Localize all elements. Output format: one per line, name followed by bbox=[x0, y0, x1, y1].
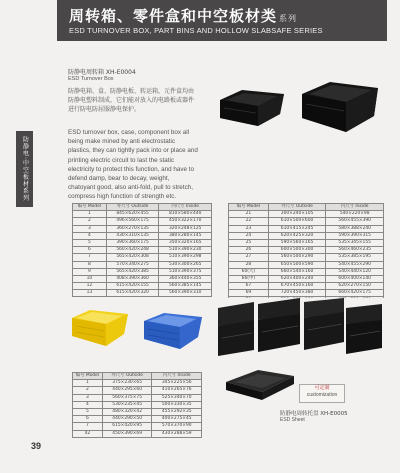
table-header-cell: 外尺寸 Outside bbox=[102, 373, 152, 380]
table-row bbox=[229, 239, 384, 246]
table-cell: 670×450×160 bbox=[268, 283, 326, 290]
table-cell: 660×420×175 bbox=[326, 290, 384, 297]
table-cell: 300×240×105 bbox=[268, 211, 326, 218]
table-cell: 345×225×56 bbox=[152, 380, 202, 387]
black-box-photo-large bbox=[296, 74, 382, 146]
table-cell: 380×280×145 bbox=[159, 232, 212, 239]
table-cell: 510×390×375 bbox=[159, 268, 212, 275]
table-cell: 600×500×300 bbox=[268, 247, 326, 254]
table-cell: 590×390×315 bbox=[326, 232, 384, 239]
yellow-box-photo bbox=[68, 304, 132, 354]
table-cell: 23 bbox=[229, 225, 269, 232]
table-cell: 6 bbox=[73, 416, 103, 423]
table-cell: 400×275×45 bbox=[152, 416, 202, 423]
table-cell: 525×340×70 bbox=[152, 394, 202, 401]
table-cell: 560×420×248 bbox=[106, 247, 159, 254]
table-cell: 560×455×390 bbox=[326, 218, 384, 225]
page-number: 39 bbox=[31, 441, 42, 451]
table-cell: 615×420×320 bbox=[106, 290, 159, 297]
table-cell: 1 bbox=[73, 380, 103, 387]
page-title bbox=[69, 5, 297, 26]
esd-sheet-photo bbox=[222, 362, 298, 406]
table-cell: 610×415×245 bbox=[268, 225, 326, 232]
blue-box-photo bbox=[140, 307, 206, 357]
table-row bbox=[229, 290, 384, 297]
table-cell: 69 bbox=[229, 290, 269, 297]
table-row bbox=[229, 283, 384, 290]
table-cell: 540×220×98 bbox=[326, 211, 384, 218]
table-cell: 615×420×155 bbox=[106, 283, 159, 290]
table-row bbox=[73, 430, 202, 437]
table-header-cell: 内尺寸 Inside bbox=[159, 204, 212, 211]
table-row bbox=[73, 423, 202, 430]
table-cell: 440×295×60 bbox=[102, 387, 152, 394]
table-cell: 540×440×120 bbox=[326, 268, 384, 275]
table-cell: 6 bbox=[73, 247, 107, 254]
table-cell: 560×500×290 bbox=[268, 254, 326, 261]
table-row bbox=[73, 239, 212, 246]
table-cell: 2 bbox=[73, 218, 107, 225]
table-row bbox=[73, 290, 212, 297]
table-cell: 27 bbox=[229, 254, 269, 261]
side-tab: 防静电·中空板材系列 bbox=[16, 131, 33, 207]
table-row bbox=[73, 268, 212, 275]
customization-badge bbox=[299, 384, 345, 403]
black-box-photo-small bbox=[214, 84, 288, 144]
table-cell: 28 bbox=[229, 261, 269, 268]
table-cell: 535×385×195 bbox=[326, 254, 384, 261]
table-row bbox=[229, 275, 384, 282]
table-cell: 60(大) bbox=[229, 268, 269, 275]
table-row bbox=[73, 401, 202, 408]
table-cell: 570×340×275 bbox=[106, 261, 159, 268]
table-row bbox=[73, 247, 212, 254]
table-cell: 560×460×235 bbox=[326, 247, 384, 254]
table-cell: 510×390×230 bbox=[159, 247, 212, 254]
table-header-cell: 外尺寸 Outside bbox=[268, 204, 326, 211]
table-cell: 610×500×600 bbox=[268, 218, 326, 225]
table-row bbox=[73, 218, 212, 225]
table-cell: 21 bbox=[229, 211, 269, 218]
table-cell: 560×390×310 bbox=[159, 290, 212, 297]
table-cell: 496×560×175 bbox=[106, 218, 159, 225]
table-cell: 600×400×140 bbox=[326, 275, 384, 282]
table-row bbox=[73, 211, 212, 218]
table-cell: 510×390×298 bbox=[159, 254, 212, 261]
spec-table-parts-bin bbox=[72, 372, 202, 438]
table-cell: 3 bbox=[73, 394, 103, 401]
table-header-cell: 编号 Model bbox=[73, 373, 103, 380]
table-cell: 565×420×385 bbox=[106, 268, 159, 275]
table-cell: 430×310×135 bbox=[106, 232, 159, 239]
table-cell: 620×425×320 bbox=[268, 232, 326, 239]
table-header-cell: 内尺寸 Inside bbox=[326, 204, 384, 211]
stacked-crates-photo bbox=[214, 298, 384, 360]
table-row bbox=[229, 218, 384, 225]
product-description-english: ESD turnover box, case, component box all being make mined by anti electrostatic plastics, they can tightly pack into or place and printing electric circuit to last the static electricity to protect this function, and have to defend damp, bear to decay, weight, chatoyant good, also anti-fold, pull to stretch, compress high function of strength etc. bbox=[68, 129, 198, 201]
table-cell: 42 bbox=[73, 430, 103, 437]
table-cell: 24 bbox=[229, 232, 269, 239]
table-cell: 4 bbox=[73, 401, 103, 408]
esd-sheet-name-chinese: 防静电周转托盘 XH-E0005 bbox=[280, 411, 348, 417]
table-header-cell: 外尺寸 Outside bbox=[106, 204, 159, 211]
table-row bbox=[229, 261, 384, 268]
table-row bbox=[73, 232, 212, 239]
table-cell: 408×390×360 bbox=[106, 275, 159, 282]
table-row bbox=[73, 408, 202, 415]
table-cell: 540×455×290 bbox=[326, 261, 384, 268]
table-row bbox=[229, 211, 384, 218]
table-cell: 615×420×95 bbox=[102, 423, 152, 430]
table-cell: 66(中) bbox=[229, 275, 269, 282]
table-row bbox=[73, 394, 202, 401]
table-row bbox=[73, 275, 212, 282]
product-description-chinese: 防静电箱、盒、防静电板、转运箱，元件盒均由防静电塑料制成，它们能对放入的电路板或器件进行防电防屈服静电保护。 bbox=[68, 88, 195, 113]
product-name-chinese: 防静电周转箱 XH-E0004 bbox=[68, 69, 136, 76]
table-row bbox=[229, 254, 384, 261]
table-header-row bbox=[73, 373, 202, 380]
table-header-row bbox=[229, 204, 384, 211]
table-cell: 500×330×35 bbox=[152, 401, 202, 408]
table-cell: 810×580×440 bbox=[159, 211, 212, 218]
table-cell: 720×450×380 bbox=[268, 290, 326, 297]
table-cell: 4 bbox=[73, 232, 107, 239]
table-cell: 480×320×42 bbox=[102, 408, 152, 415]
table-row bbox=[73, 283, 212, 290]
table-cell: 9 bbox=[73, 268, 107, 275]
page-title-suffix: 系列 bbox=[279, 14, 298, 23]
table-cell: 5 bbox=[73, 239, 107, 246]
table-cell: 320×248×125 bbox=[159, 225, 212, 232]
table-row bbox=[73, 416, 202, 423]
table-cell: 360×270×135 bbox=[106, 225, 159, 232]
spec-table-turnover-box-large bbox=[228, 203, 384, 305]
table-cell: 390×360×175 bbox=[106, 239, 159, 246]
table-row bbox=[229, 247, 384, 254]
table-cell: 845×620×455 bbox=[106, 211, 159, 218]
table-cell: 590×560×165 bbox=[268, 239, 326, 246]
table-cell: 375×230×65 bbox=[102, 380, 152, 387]
table-row bbox=[73, 380, 202, 387]
table-cell: 650×500×590 bbox=[268, 261, 326, 268]
table-row bbox=[73, 225, 212, 232]
table-cell: 350×320×165 bbox=[159, 239, 212, 246]
table-header-cell: 编号 Model bbox=[229, 204, 269, 211]
table-cell: 560×375×75 bbox=[102, 394, 152, 401]
table-cell: 565×420×308 bbox=[106, 254, 159, 261]
page-title-main: 周转箱、零件盒和中空板材类 bbox=[69, 7, 278, 25]
table-cell: 620×400×240 bbox=[268, 275, 326, 282]
table-cell: 455×292×35 bbox=[152, 408, 202, 415]
table-cell: 570×370×90 bbox=[152, 423, 202, 430]
table-cell: 440×290×50 bbox=[102, 416, 152, 423]
table-header-cell: 内尺寸 Inside bbox=[152, 373, 202, 380]
table-row bbox=[229, 232, 384, 239]
table-cell: 8 bbox=[73, 261, 107, 268]
esd-sheet-name-english: ESD Sheet bbox=[280, 417, 305, 423]
table-row bbox=[73, 254, 212, 261]
table-header-row bbox=[73, 204, 212, 211]
table-row bbox=[73, 261, 212, 268]
table-cell: 25 bbox=[229, 239, 269, 246]
table-cell: 26 bbox=[229, 247, 269, 254]
customization-label-english: customization bbox=[306, 392, 338, 398]
table-cell: 3 bbox=[73, 225, 107, 232]
table-cell: 560×385×145 bbox=[159, 283, 212, 290]
table-cell: 13 bbox=[73, 290, 107, 297]
page-header bbox=[57, 0, 387, 41]
table-cell: 530×235×45 bbox=[102, 401, 152, 408]
table-row bbox=[73, 387, 202, 394]
table-cell: 12 bbox=[73, 283, 107, 290]
table-cell: 535×345×155 bbox=[326, 239, 384, 246]
product-name-english: ESD Turnover Box bbox=[68, 76, 114, 82]
table-row bbox=[229, 225, 384, 232]
table-cell: 450×390×69 bbox=[102, 430, 152, 437]
table-cell: 2 bbox=[73, 387, 103, 394]
table-cell: 580×388×240 bbox=[326, 225, 384, 232]
table-header-cell: 编号 Model bbox=[73, 204, 107, 211]
customization-label-chinese: 可定制 bbox=[314, 385, 330, 391]
table-cell: 430×288×59 bbox=[152, 430, 202, 437]
table-cell: 10 bbox=[73, 275, 107, 282]
table-cell: 1 bbox=[73, 211, 107, 218]
table-cell: 530×300×265 bbox=[159, 261, 212, 268]
table-cell: 7 bbox=[73, 423, 103, 430]
table-cell: 660×540×160 bbox=[268, 268, 326, 275]
table-cell: 5 bbox=[73, 408, 103, 415]
table-cell: 450×322×170 bbox=[159, 218, 212, 225]
table-cell: 67 bbox=[229, 283, 269, 290]
table-cell: 360×440×355 bbox=[159, 275, 212, 282]
table-row bbox=[229, 268, 384, 275]
table-cell: 410×265×76 bbox=[152, 387, 202, 394]
page-title-english: ESD TURNOVER BOX, PART BINS AND HOLLOW SLABSAFE SERIES bbox=[69, 26, 323, 35]
spec-table-turnover-box bbox=[72, 203, 212, 297]
table-cell: 7 bbox=[73, 254, 107, 261]
table-cell: 22 bbox=[229, 218, 269, 225]
table-cell: 620×270×150 bbox=[326, 283, 384, 290]
